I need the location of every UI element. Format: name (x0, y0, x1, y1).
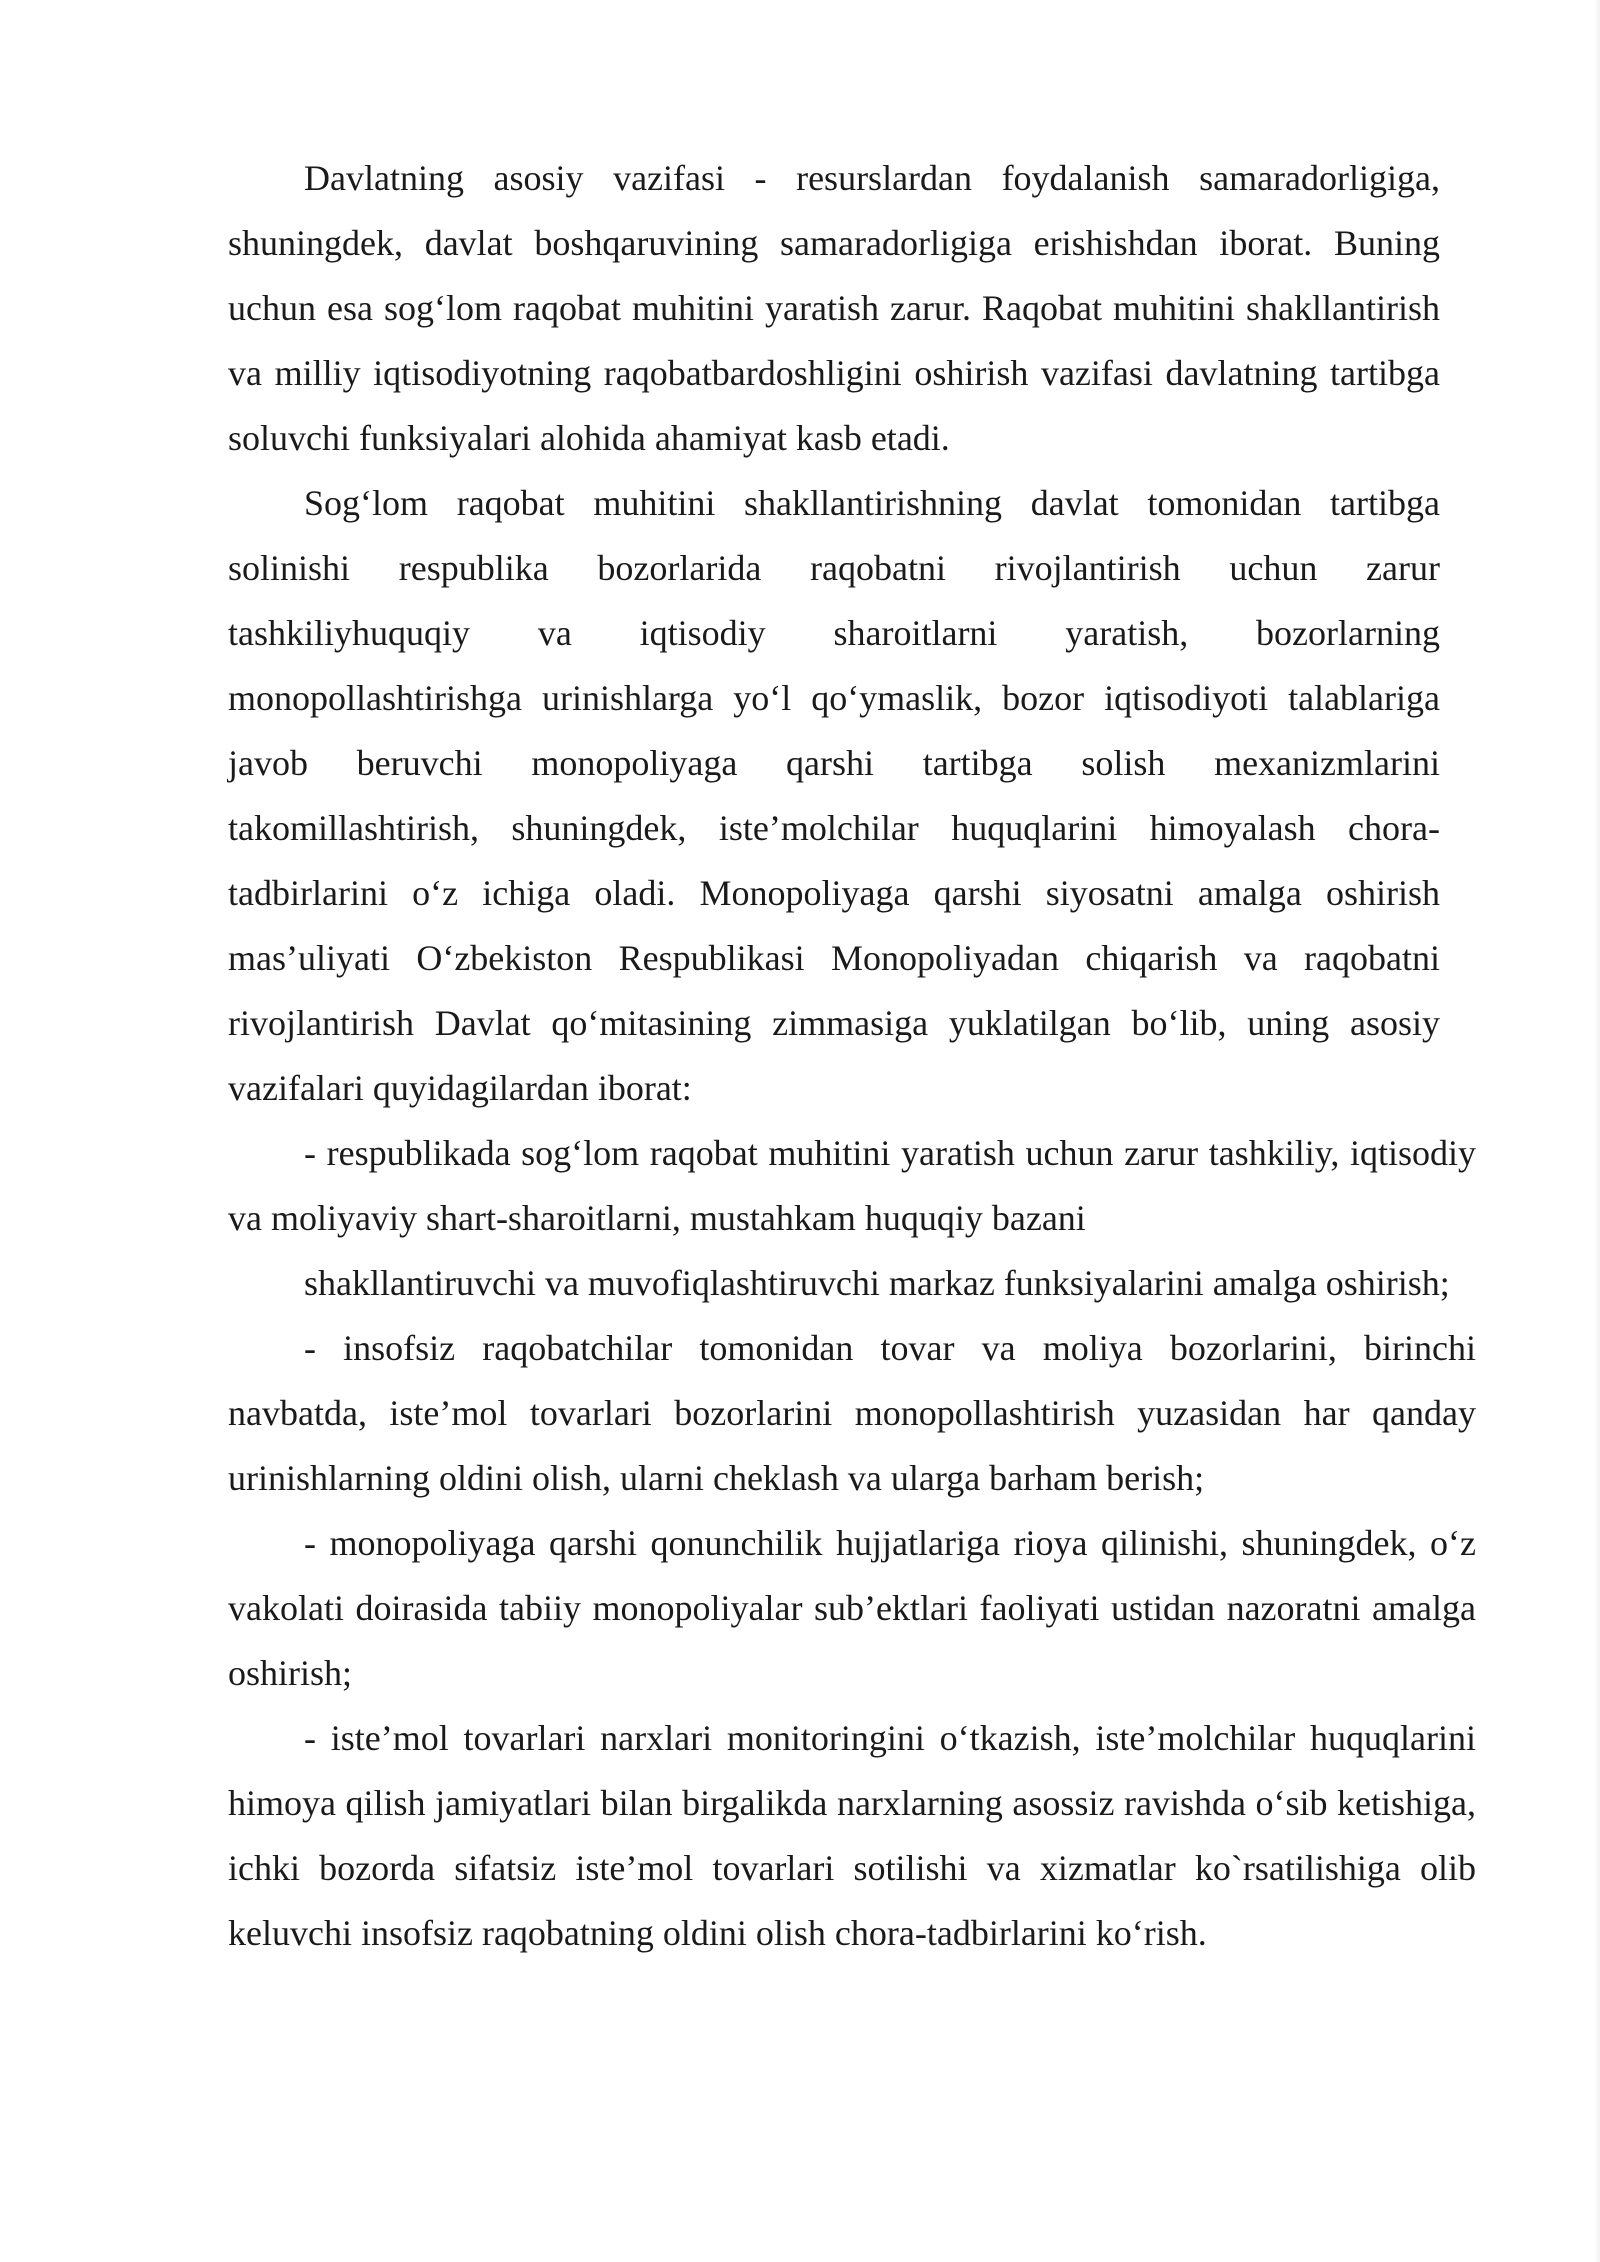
list-item-price-monitoring: - iste’mol tovarlari narxlari monitoringini o‘tkazish, iste’molchilar huquqlarini himoya qilish jamiyatlari bilan birgalikda narxlarning asossiz ravishda o‘sib ketishiga, ichki bozorda sifatsiz iste’mol tovarlari sotilishi va xizmatlar ko`rsatilishiga olib keluvchi insofsiz raqobatning oldini olish chora-tadbirlarini ko‘rish. (228, 1718, 1476, 1953)
paragraph-competition-regulation: Sog‘lom raqobat muhitini shakllantirishning davlat tomonidan tartibga solinishi respublika bozorlarida raqobatni rivojlantirish uchun zarur tashkiliyhuquqiy va iqtisodiy sharoitlarni yaratish, bozorlarning monopollashtirishga urinishlarga yo‘l qo‘ymaslik, bozor iqtisodiyoti talablariga javob beruvchi monopoliyaga qarshi tartibga solish mexanizmlarini takomillashtirish, shuningdek, iste’molchilar huquqlarini himoyalash chora-tadbirlarini o‘z ichiga oladi. Monopoliyaga qarshi siyosatni amalga oshirish mas’uliyati O‘zbekiston Respublikasi Monopoliyadan chiqarish va raqobatni rivojlantirish Davlat qo‘mitasining zimmasiga yuklatilgan bo‘lib, uning asosiy vazifalari quyidagilardan iborat: (228, 483, 1440, 1108)
document-body (228, 146, 1476, 1966)
list-item-antimonopoly-compliance: - monopoliyaga qarshi qonunchilik hujjatlariga rioya qilinishi, shuningdek, o‘z vakolati doirasida tabiiy monopoliyalar sub’ektlari faoliyati ustidan nazoratni amalga oshirish; (228, 1523, 1476, 1693)
page-edge-shadow (1594, 0, 1600, 2262)
list-item-prevent-monopolization: - insofsiz raqobatchilar tomonidan tovar va moliya bozorlarini, birinchi navbatda, iste’mol tovarlari bozorlarini monopollashtirish yuzasidan har qanday urinishlarning oldini olish, ularni cheklash va ularga barham berish; (228, 1328, 1476, 1498)
duties-list (228, 1121, 1476, 1966)
list-item-coordination-center: shakllantiruvchi va muvofiqlashtiruvchi markaz funksiyalarini amalga oshirish; (304, 1263, 1450, 1303)
paragraph-state-tasks: Davlatning asosiy vazifasi - resurslardan foydalanish samaradorligiga, shuningdek, davlat boshqaruvining samaradorligiga erishishdan iborat. Buning uchun esa sog‘lom raqobat muhitini yaratish zarur. Raqobat muhitini shakllantirish va milliy iqtisodiyotning raqobatbardoshligini oshirish vazifasi davlatning tartibga soluvchi funksiyalari alohida ahamiyat kasb etadi. (228, 158, 1440, 458)
list-item-competition-environment: - respublikada sog‘lom raqobat muhitini yaratish uchun zarur tashkiliy, iqtisodiy va moliyaviy shart-sharoitlarni, mustahkam huquqiy bazani (228, 1133, 1476, 1238)
